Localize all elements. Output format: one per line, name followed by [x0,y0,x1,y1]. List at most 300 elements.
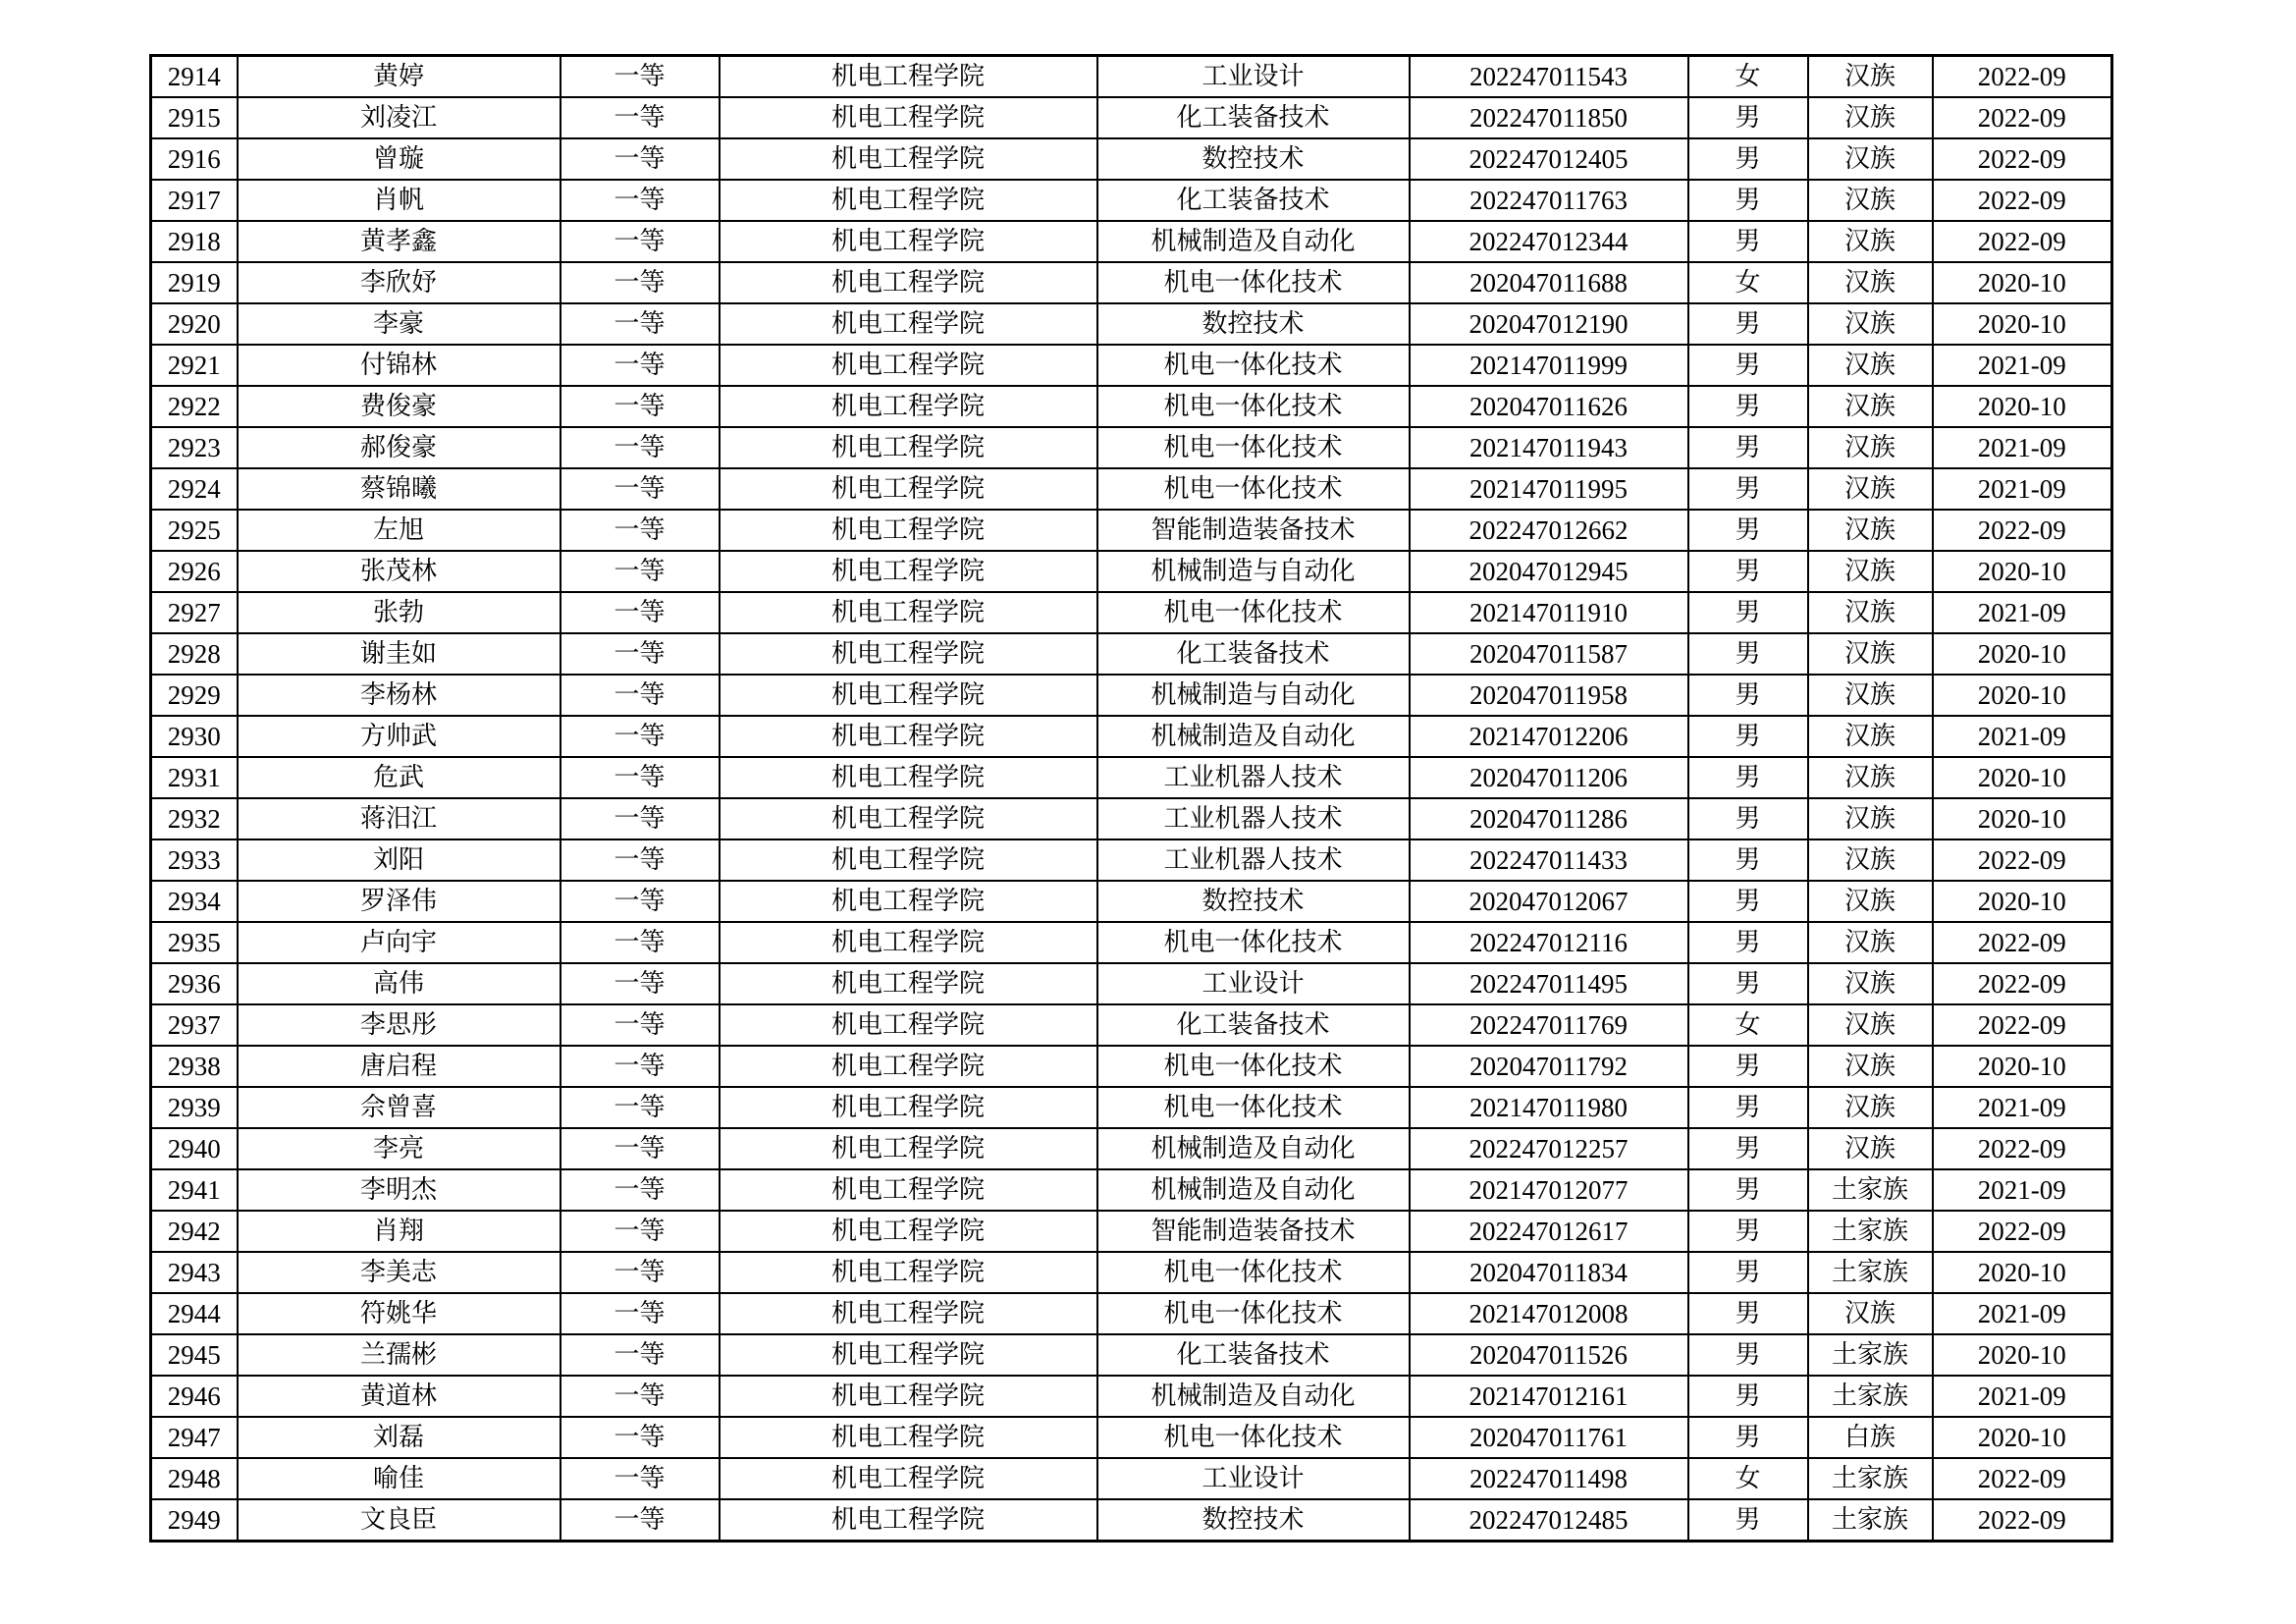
gender-cell: 男 [1688,633,1808,675]
student-id-cell: 202247011769 [1410,1004,1688,1046]
ethnicity-cell: 汉族 [1808,345,1933,386]
ethnicity-cell: 汉族 [1808,56,1933,98]
student-id-cell: 202047011526 [1410,1334,1688,1376]
gender-cell: 男 [1688,1211,1808,1252]
gender-cell: 男 [1688,839,1808,881]
enrollment-date-cell: 2020-10 [1933,675,2112,716]
student-id-cell: 202247012116 [1410,922,1688,963]
college-cell: 机电工程学院 [720,633,1097,675]
college-cell: 机电工程学院 [720,592,1097,633]
table-row [151,633,2112,675]
ethnicity-cell: 土家族 [1808,1252,1933,1293]
table-row [151,468,2112,510]
major-cell: 工业设计 [1097,963,1410,1004]
grade-cell: 一等 [561,675,720,716]
serial-number-cell: 2946 [151,1376,238,1417]
gender-cell: 男 [1688,922,1808,963]
major-cell: 智能制造装备技术 [1097,510,1410,551]
grade-cell: 一等 [561,1252,720,1293]
student-id-cell: 202047011626 [1410,386,1688,427]
serial-number-cell: 2947 [151,1417,238,1458]
major-cell: 化工装备技术 [1097,97,1410,138]
table-row [151,97,2112,138]
college-cell: 机电工程学院 [720,1334,1097,1376]
student-id-cell: 202247011498 [1410,1458,1688,1499]
serial-number-cell: 2942 [151,1211,238,1252]
grade-cell: 一等 [561,345,720,386]
major-cell: 机电一体化技术 [1097,1046,1410,1087]
name-cell: 郝俊豪 [238,427,561,468]
gender-cell: 男 [1688,1046,1808,1087]
name-cell: 刘磊 [238,1417,561,1458]
enrollment-date-cell: 2020-10 [1933,303,2112,345]
gender-cell: 男 [1688,138,1808,180]
enrollment-date-cell: 2022-09 [1933,922,2112,963]
student-id-cell: 202047011286 [1410,798,1688,839]
name-cell: 曾璇 [238,138,561,180]
major-cell: 机电一体化技术 [1097,1293,1410,1334]
student-id-cell: 202147011995 [1410,468,1688,510]
grade-cell: 一等 [561,138,720,180]
major-cell: 机电一体化技术 [1097,592,1410,633]
serial-number-cell: 2916 [151,138,238,180]
college-cell: 机电工程学院 [720,675,1097,716]
student-id-cell: 202047011958 [1410,675,1688,716]
major-cell: 机电一体化技术 [1097,468,1410,510]
enrollment-date-cell: 2020-10 [1933,881,2112,922]
student-id-cell: 202147012077 [1410,1169,1688,1211]
major-cell: 机械制造与自动化 [1097,551,1410,592]
major-cell: 机械制造及自动化 [1097,1376,1410,1417]
college-cell: 机电工程学院 [720,757,1097,798]
major-cell: 化工装备技术 [1097,633,1410,675]
major-cell: 工业设计 [1097,56,1410,98]
college-cell: 机电工程学院 [720,1458,1097,1499]
enrollment-date-cell: 2022-09 [1933,138,2112,180]
serial-number-cell: 2920 [151,303,238,345]
ethnicity-cell: 汉族 [1808,468,1933,510]
gender-cell: 男 [1688,551,1808,592]
college-cell: 机电工程学院 [720,345,1097,386]
name-cell: 李欣妤 [238,262,561,303]
major-cell: 机电一体化技术 [1097,1252,1410,1293]
table-row [151,1087,2112,1128]
student-id-cell: 202247011850 [1410,97,1688,138]
ethnicity-cell: 汉族 [1808,386,1933,427]
college-cell: 机电工程学院 [720,427,1097,468]
grade-cell: 一等 [561,1046,720,1087]
ethnicity-cell: 汉族 [1808,1128,1933,1169]
grade-cell: 一等 [561,1128,720,1169]
ethnicity-cell: 汉族 [1808,1046,1933,1087]
gender-cell: 男 [1688,510,1808,551]
grade-cell: 一等 [561,592,720,633]
serial-number-cell: 2925 [151,510,238,551]
student-id-cell: 202047012945 [1410,551,1688,592]
college-cell: 机电工程学院 [720,1169,1097,1211]
grade-cell: 一等 [561,1334,720,1376]
table-row [151,510,2112,551]
enrollment-date-cell: 2022-09 [1933,1458,2112,1499]
college-cell: 机电工程学院 [720,303,1097,345]
name-cell: 李明杰 [238,1169,561,1211]
enrollment-date-cell: 2022-09 [1933,1004,2112,1046]
gender-cell: 男 [1688,180,1808,221]
college-cell: 机电工程学院 [720,262,1097,303]
serial-number-cell: 2934 [151,881,238,922]
serial-number-cell: 2935 [151,922,238,963]
grade-cell: 一等 [561,1169,720,1211]
college-cell: 机电工程学院 [720,1252,1097,1293]
roster-table [149,54,2113,1543]
grade-cell: 一等 [561,633,720,675]
major-cell: 机械制造及自动化 [1097,1128,1410,1169]
name-cell: 高伟 [238,963,561,1004]
serial-number-cell: 2948 [151,1458,238,1499]
table-row [151,551,2112,592]
name-cell: 张勃 [238,592,561,633]
name-cell: 喻佳 [238,1458,561,1499]
table-row [151,1376,2112,1417]
college-cell: 机电工程学院 [720,798,1097,839]
enrollment-date-cell: 2022-09 [1933,56,2112,98]
college-cell: 机电工程学院 [720,97,1097,138]
major-cell: 机电一体化技术 [1097,1087,1410,1128]
serial-number-cell: 2915 [151,97,238,138]
table-row [151,180,2112,221]
major-cell: 数控技术 [1097,1499,1410,1542]
gender-cell: 男 [1688,427,1808,468]
name-cell: 李杨林 [238,675,561,716]
student-id-cell: 202147011943 [1410,427,1688,468]
grade-cell: 一等 [561,1458,720,1499]
college-cell: 机电工程学院 [720,963,1097,1004]
student-id-cell: 202047012067 [1410,881,1688,922]
ethnicity-cell: 汉族 [1808,551,1933,592]
gender-cell: 男 [1688,97,1808,138]
college-cell: 机电工程学院 [720,551,1097,592]
name-cell: 兰孺彬 [238,1334,561,1376]
serial-number-cell: 2932 [151,798,238,839]
grade-cell: 一等 [561,427,720,468]
student-id-cell: 202047011834 [1410,1252,1688,1293]
student-id-cell: 202047011206 [1410,757,1688,798]
serial-number-cell: 2921 [151,345,238,386]
major-cell: 机械制造及自动化 [1097,1169,1410,1211]
grade-cell: 一等 [561,839,720,881]
college-cell: 机电工程学院 [720,881,1097,922]
gender-cell: 男 [1688,1252,1808,1293]
ethnicity-cell: 白族 [1808,1417,1933,1458]
gender-cell: 男 [1688,468,1808,510]
table-row [151,1169,2112,1211]
grade-cell: 一等 [561,1293,720,1334]
college-cell: 机电工程学院 [720,1211,1097,1252]
gender-cell: 男 [1688,881,1808,922]
student-id-cell: 202247011495 [1410,963,1688,1004]
name-cell: 蒋汨江 [238,798,561,839]
name-cell: 罗泽伟 [238,881,561,922]
major-cell: 机械制造及自动化 [1097,221,1410,262]
name-cell: 李亮 [238,1128,561,1169]
major-cell: 智能制造装备技术 [1097,1211,1410,1252]
college-cell: 机电工程学院 [720,1293,1097,1334]
student-id-cell: 202147011910 [1410,592,1688,633]
enrollment-date-cell: 2022-09 [1933,180,2112,221]
ethnicity-cell: 汉族 [1808,592,1933,633]
ethnicity-cell: 汉族 [1808,922,1933,963]
serial-number-cell: 2924 [151,468,238,510]
ethnicity-cell: 汉族 [1808,798,1933,839]
grade-cell: 一等 [561,510,720,551]
ethnicity-cell: 土家族 [1808,1499,1933,1542]
name-cell: 危武 [238,757,561,798]
serial-number-cell: 2945 [151,1334,238,1376]
gender-cell: 男 [1688,1087,1808,1128]
grade-cell: 一等 [561,468,720,510]
name-cell: 费俊豪 [238,386,561,427]
serial-number-cell: 2941 [151,1169,238,1211]
enrollment-date-cell: 2021-09 [1933,1376,2112,1417]
enrollment-date-cell: 2020-10 [1933,1252,2112,1293]
ethnicity-cell: 汉族 [1808,427,1933,468]
student-id-cell: 202247011543 [1410,56,1688,98]
name-cell: 卢向宇 [238,922,561,963]
serial-number-cell: 2936 [151,963,238,1004]
serial-number-cell: 2929 [151,675,238,716]
ethnicity-cell: 汉族 [1808,1004,1933,1046]
table-row [151,303,2112,345]
table-row [151,798,2112,839]
ethnicity-cell: 土家族 [1808,1458,1933,1499]
enrollment-date-cell: 2020-10 [1933,757,2112,798]
grade-cell: 一等 [561,1211,720,1252]
serial-number-cell: 2927 [151,592,238,633]
grade-cell: 一等 [561,798,720,839]
ethnicity-cell: 汉族 [1808,963,1933,1004]
gender-cell: 男 [1688,1334,1808,1376]
student-id-cell: 202247011433 [1410,839,1688,881]
college-cell: 机电工程学院 [720,1046,1097,1087]
college-cell: 机电工程学院 [720,56,1097,98]
serial-number-cell: 2914 [151,56,238,98]
college-cell: 机电工程学院 [720,1128,1097,1169]
enrollment-date-cell: 2021-09 [1933,1087,2112,1128]
serial-number-cell: 2937 [151,1004,238,1046]
enrollment-date-cell: 2021-09 [1933,592,2112,633]
grade-cell: 一等 [561,386,720,427]
major-cell: 工业设计 [1097,1458,1410,1499]
table-row [151,1252,2112,1293]
college-cell: 机电工程学院 [720,1499,1097,1542]
student-id-cell: 202147011980 [1410,1087,1688,1128]
college-cell: 机电工程学院 [720,221,1097,262]
ethnicity-cell: 汉族 [1808,881,1933,922]
table-row [151,386,2112,427]
student-id-cell: 202247012662 [1410,510,1688,551]
table-row [151,345,2112,386]
ethnicity-cell: 汉族 [1808,180,1933,221]
table-row [151,716,2112,757]
table-row [151,1128,2112,1169]
gender-cell: 男 [1688,716,1808,757]
ethnicity-cell: 汉族 [1808,1087,1933,1128]
gender-cell: 男 [1688,798,1808,839]
grade-cell: 一等 [561,1417,720,1458]
grade-cell: 一等 [561,757,720,798]
ethnicity-cell: 土家族 [1808,1169,1933,1211]
grade-cell: 一等 [561,180,720,221]
serial-number-cell: 2940 [151,1128,238,1169]
enrollment-date-cell: 2022-09 [1933,97,2112,138]
student-id-cell: 202247012617 [1410,1211,1688,1252]
grade-cell: 一等 [561,1004,720,1046]
major-cell: 化工装备技术 [1097,180,1410,221]
table-row [151,757,2112,798]
enrollment-date-cell: 2022-09 [1933,1499,2112,1542]
enrollment-date-cell: 2021-09 [1933,468,2112,510]
ethnicity-cell: 汉族 [1808,221,1933,262]
gender-cell: 男 [1688,345,1808,386]
gender-cell: 男 [1688,303,1808,345]
name-cell: 李豪 [238,303,561,345]
grade-cell: 一等 [561,963,720,1004]
student-id-cell: 202047011792 [1410,1046,1688,1087]
enrollment-date-cell: 2021-09 [1933,1169,2112,1211]
table-row [151,881,2112,922]
college-cell: 机电工程学院 [720,138,1097,180]
enrollment-date-cell: 2020-10 [1933,1046,2112,1087]
serial-number-cell: 2928 [151,633,238,675]
table-row [151,675,2112,716]
ethnicity-cell: 汉族 [1808,262,1933,303]
name-cell: 唐启程 [238,1046,561,1087]
table-row [151,922,2112,963]
ethnicity-cell: 汉族 [1808,839,1933,881]
college-cell: 机电工程学院 [720,716,1097,757]
ethnicity-cell: 土家族 [1808,1211,1933,1252]
table-row [151,56,2112,98]
major-cell: 机电一体化技术 [1097,922,1410,963]
name-cell: 肖翔 [238,1211,561,1252]
enrollment-date-cell: 2021-09 [1933,716,2112,757]
name-cell: 刘阳 [238,839,561,881]
enrollment-date-cell: 2022-09 [1933,1211,2112,1252]
name-cell: 黄婷 [238,56,561,98]
major-cell: 机电一体化技术 [1097,386,1410,427]
student-id-cell: 202047011587 [1410,633,1688,675]
grade-cell: 一等 [561,303,720,345]
serial-number-cell: 2917 [151,180,238,221]
major-cell: 机械制造与自动化 [1097,675,1410,716]
major-cell: 工业机器人技术 [1097,839,1410,881]
enrollment-date-cell: 2020-10 [1933,262,2112,303]
grade-cell: 一等 [561,1499,720,1542]
serial-number-cell: 2926 [151,551,238,592]
name-cell: 李美志 [238,1252,561,1293]
name-cell: 文良臣 [238,1499,561,1542]
gender-cell: 女 [1688,1458,1808,1499]
grade-cell: 一等 [561,56,720,98]
gender-cell: 男 [1688,675,1808,716]
name-cell: 付锦林 [238,345,561,386]
enrollment-date-cell: 2022-09 [1933,510,2112,551]
college-cell: 机电工程学院 [720,386,1097,427]
table-row [151,1458,2112,1499]
student-id-cell: 202247012405 [1410,138,1688,180]
college-cell: 机电工程学院 [720,1087,1097,1128]
student-id-cell: 202247012257 [1410,1128,1688,1169]
ethnicity-cell: 土家族 [1808,1376,1933,1417]
major-cell: 化工装备技术 [1097,1004,1410,1046]
name-cell: 蔡锦曦 [238,468,561,510]
major-cell: 数控技术 [1097,881,1410,922]
table-row [151,138,2112,180]
gender-cell: 男 [1688,757,1808,798]
gender-cell: 女 [1688,262,1808,303]
serial-number-cell: 2931 [151,757,238,798]
enrollment-date-cell: 2020-10 [1933,633,2112,675]
name-cell: 佘曾喜 [238,1087,561,1128]
serial-number-cell: 2949 [151,1499,238,1542]
college-cell: 机电工程学院 [720,1376,1097,1417]
serial-number-cell: 2930 [151,716,238,757]
table-row [151,1211,2112,1252]
major-cell: 机电一体化技术 [1097,345,1410,386]
serial-number-cell: 2939 [151,1087,238,1128]
gender-cell: 男 [1688,1128,1808,1169]
name-cell: 左旭 [238,510,561,551]
ethnicity-cell: 汉族 [1808,303,1933,345]
grade-cell: 一等 [561,221,720,262]
serial-number-cell: 2943 [151,1252,238,1293]
enrollment-date-cell: 2020-10 [1933,1334,2112,1376]
ethnicity-cell: 汉族 [1808,716,1933,757]
student-id-cell: 202147012008 [1410,1293,1688,1334]
student-id-cell: 202047012190 [1410,303,1688,345]
name-cell: 黄孝鑫 [238,221,561,262]
student-id-cell: 202247011763 [1410,180,1688,221]
table-row [151,262,2112,303]
table-row [151,1046,2112,1087]
ethnicity-cell: 汉族 [1808,633,1933,675]
grade-cell: 一等 [561,922,720,963]
gender-cell: 男 [1688,1376,1808,1417]
grade-cell: 一等 [561,1376,720,1417]
name-cell: 符姚华 [238,1293,561,1334]
table-row [151,221,2112,262]
serial-number-cell: 2922 [151,386,238,427]
table-row [151,1334,2112,1376]
table-row [151,1004,2112,1046]
major-cell: 机械制造及自动化 [1097,716,1410,757]
grade-cell: 一等 [561,1087,720,1128]
student-id-cell: 202047011688 [1410,262,1688,303]
name-cell: 方帅武 [238,716,561,757]
gender-cell: 男 [1688,1417,1808,1458]
gender-cell: 男 [1688,1499,1808,1542]
gender-cell: 男 [1688,221,1808,262]
enrollment-date-cell: 2021-09 [1933,345,2112,386]
grade-cell: 一等 [561,716,720,757]
major-cell: 数控技术 [1097,138,1410,180]
table-row [151,839,2112,881]
table-row [151,592,2112,633]
gender-cell: 女 [1688,1004,1808,1046]
major-cell: 数控技术 [1097,303,1410,345]
serial-number-cell: 2933 [151,839,238,881]
major-cell: 化工装备技术 [1097,1334,1410,1376]
